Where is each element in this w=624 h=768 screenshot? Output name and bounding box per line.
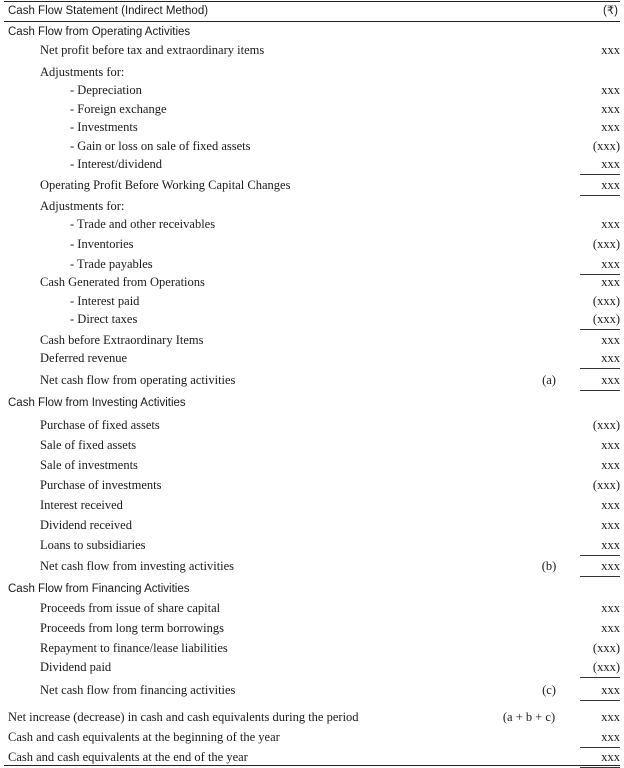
row-label: Cash before Extraordinary Items [40, 333, 204, 347]
row-label: Operating Profit Before Working Capital Changes [40, 178, 291, 192]
row-amount: (xxx) [592, 478, 620, 492]
statement-row [0, 707, 624, 727]
statement-row [0, 196, 624, 216]
statement-row [0, 638, 624, 658]
row-label: Net cash flow from investing activities [40, 559, 235, 573]
row-label: - Direct taxes [70, 312, 138, 326]
row-label: Net increase (decrease) in cash and cash equivalents during the period [8, 710, 359, 724]
row-amount: xxx [580, 370, 620, 391]
statement-title: Cash Flow Statement (Indirect Method) [8, 5, 209, 17]
row-label: - Interest/dividend [70, 157, 162, 171]
row-label: Deferred revenue [40, 351, 128, 365]
row-amount: xxx [580, 348, 620, 369]
row-amount: xxx [601, 518, 620, 532]
row-label: Purchase of investments [40, 478, 162, 492]
row-amount: (xxx) [592, 237, 620, 251]
statement-row [0, 535, 624, 555]
row-label: Loans to subsidiaries [40, 538, 146, 552]
section-heading-row [0, 393, 624, 413]
bottom-rule [4, 765, 620, 766]
row-amount: xxx [601, 217, 620, 231]
row-label: - Gain or loss on sale of fixed assets [70, 139, 251, 153]
statement-row [0, 136, 624, 156]
row-amount: xxx [601, 83, 620, 97]
row-label: - Depreciation [70, 83, 142, 97]
section-heading-row [0, 579, 624, 599]
statement-row [0, 747, 624, 767]
row-label: Interest received [40, 498, 123, 512]
row-label: - Investments [70, 120, 138, 134]
statement-row [0, 234, 624, 254]
statement-row [0, 330, 624, 350]
statement-row [0, 254, 624, 274]
statement-row [0, 99, 624, 119]
row-label: Net profit before tax and extraordinary items [40, 43, 265, 57]
row-label: Proceeds from issue of share capital [40, 601, 221, 615]
statement-row [0, 80, 624, 100]
statement-row [0, 435, 624, 455]
row-amount: xxx [580, 154, 620, 175]
row-amount: xxx [580, 535, 620, 556]
row-reference: (b) [541, 559, 557, 573]
row-amount: xxx [601, 43, 620, 57]
row-amount: xxx [580, 175, 620, 196]
row-label: Net cash flow from financing activities [40, 683, 236, 697]
row-label: Net cash flow from operating activities [40, 373, 236, 387]
statement-row [0, 598, 624, 618]
row-amount: (xxx) [592, 418, 620, 432]
row-label: Purchase of fixed assets [40, 418, 160, 432]
row-amount: xxx [601, 102, 620, 116]
statement-row [0, 415, 624, 435]
row-amount: (xxx) [592, 294, 620, 308]
row-label: Sale of fixed assets [40, 438, 137, 452]
row-amount: xxx [580, 254, 620, 275]
row-reference: (a + b + c) [502, 710, 556, 724]
section-heading: Cash Flow from Financing Activities [8, 583, 190, 595]
statement-row [0, 657, 624, 677]
row-reference: (c) [542, 683, 556, 697]
statement-row [0, 680, 624, 700]
row-amount: xxx [580, 556, 620, 577]
row-amount: xxx [601, 710, 620, 724]
statement-row [0, 348, 624, 368]
statement-row [0, 515, 624, 535]
row-amount: (xxx) [580, 657, 620, 678]
row-amount: (xxx) [580, 309, 620, 330]
row-amount: xxx [580, 747, 620, 768]
row-reference: (a) [542, 373, 556, 387]
row-label: - Trade payables [70, 257, 153, 271]
row-label: Adjustments for: [40, 65, 125, 79]
statement-row [0, 556, 624, 576]
section-heading: Cash Flow from Operating Activities [8, 26, 191, 38]
row-label: Adjustments for: [40, 199, 125, 213]
row-label: Sale of investments [40, 458, 138, 472]
row-amount: xxx [601, 275, 620, 289]
row-label: - Trade and other receivables [70, 217, 216, 231]
section-heading-row [0, 22, 624, 42]
statement-row [0, 495, 624, 515]
row-amount: (xxx) [592, 641, 620, 655]
row-amount: xxx [601, 621, 620, 635]
statement-row [0, 154, 624, 174]
row-amount: xxx [601, 458, 620, 472]
statement-row [0, 291, 624, 311]
row-label: - Foreign exchange [70, 102, 167, 116]
row-label: Dividend paid [40, 660, 112, 674]
statement-row [0, 727, 624, 747]
statement-row [0, 455, 624, 475]
section-heading: Cash Flow from Investing Activities [8, 397, 186, 409]
statement-row [0, 175, 624, 195]
statement-row [0, 272, 624, 292]
statement-row [0, 214, 624, 234]
row-amount: xxx [601, 438, 620, 452]
row-amount: xxx [601, 601, 620, 615]
row-label: Cash and cash equivalents at the beginning of the year [8, 730, 280, 744]
statement-row [0, 117, 624, 137]
row-label: Cash Generated from Operations [40, 275, 205, 289]
row-label: - Interest paid [70, 294, 140, 308]
row-label: - Inventories [70, 237, 134, 251]
currency-label: (₹) [603, 5, 618, 17]
statement-row [0, 370, 624, 390]
statement-row [0, 618, 624, 638]
row-amount: xxx [601, 498, 620, 512]
row-label: Proceeds from long term borrowings [40, 621, 224, 635]
row-label: Cash and cash equivalents at the end of the year [8, 750, 248, 764]
row-label: Repayment to finance/lease liabilities [40, 641, 228, 655]
statement-row [0, 309, 624, 329]
statement-row [0, 62, 624, 82]
row-amount: (xxx) [592, 139, 620, 153]
row-amount: xxx [580, 727, 620, 748]
row-amount: xxx [601, 120, 620, 134]
statement-row [0, 475, 624, 495]
row-label: Dividend received [40, 518, 132, 532]
row-amount: xxx [580, 680, 620, 701]
statement-row [0, 40, 624, 60]
row-amount: xxx [601, 333, 620, 347]
